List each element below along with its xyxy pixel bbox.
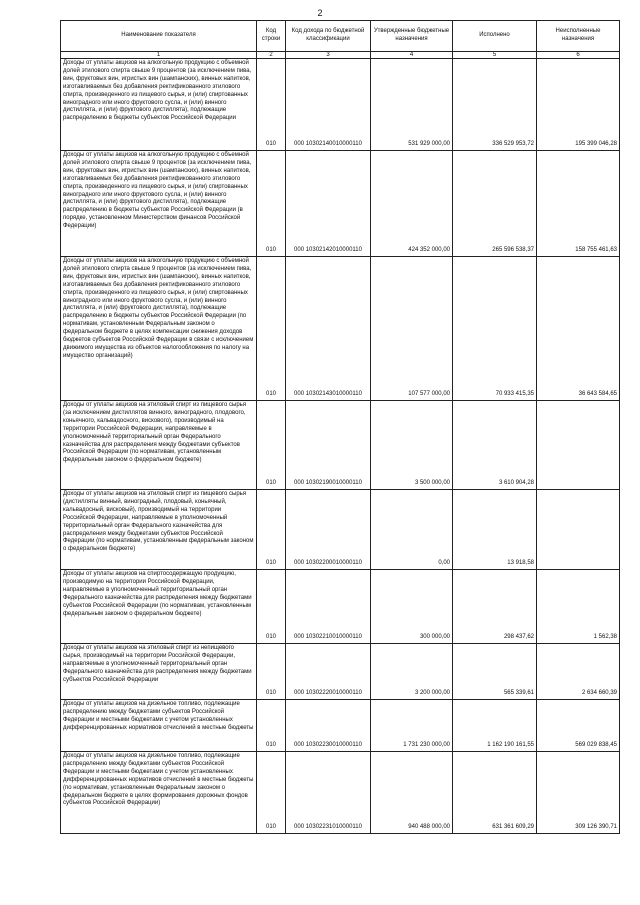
row-approved: 531 929 000,00 xyxy=(371,59,453,151)
row-executed: 1 162 190 161,55 xyxy=(453,700,537,752)
row-income-code: 000 10302220010000110 xyxy=(286,644,371,700)
row-name: Доходы от уплаты акцизов на дизельное топливо, подлежащие распределению между бюджетами субъектов Российской Федерации и местными бюджетами с учетом установленных дифференцированных нормативов отчислений в местные бюджеты xyxy=(61,700,257,752)
table-row xyxy=(61,401,620,490)
row-executed: 298 437,62 xyxy=(453,570,537,644)
row-income-code: 000 10302230010000110 xyxy=(286,700,371,752)
row-executed: 70 933 415,35 xyxy=(453,257,537,401)
row-income-code: 000 10302143010000110 xyxy=(286,257,371,401)
row-approved: 0,00 xyxy=(371,490,453,570)
row-income-code: 000 10302142010000110 xyxy=(286,151,371,257)
header-executed: Исполнено xyxy=(453,21,537,52)
column-index: 2 xyxy=(257,52,286,59)
budget-revenue-table xyxy=(60,20,620,834)
row-approved: 940 488 000,00 xyxy=(371,752,453,834)
row-line-code: 010 xyxy=(257,59,286,151)
row-line-code: 010 xyxy=(257,490,286,570)
row-unexecuted: 2 634 660,39 xyxy=(537,644,620,700)
row-line-code: 010 xyxy=(257,570,286,644)
row-name: Доходы от уплаты акцизов на этиловый спирт из пищевого сырья (за исключением дистиллятов винного, виноградного, плодового, коньячного, кальвадосного, вискового), производимый на территории Российской Федерации, направляемые в уполномоченный территориальный орган Федерального казначейства для распределения между бюджетами субъектов Российской Федерации (по нормативам, установленным федеральным законом о федеральном бюджете) xyxy=(61,401,257,490)
table-row xyxy=(61,257,620,401)
row-name: Доходы от уплаты акцизов на спиртосодержащую продукцию, производимую на территории Российской Федерации, направляемые в уполномоченный территориальный орган Федерального казначейства для распределения между бюджетами субъектов Российской Федерации (по нормативам, установленным федеральным законом о федеральном бюджете) xyxy=(61,570,257,644)
row-unexecuted xyxy=(537,401,620,490)
row-executed: 631 361 609,29 xyxy=(453,752,537,834)
table-header-row xyxy=(61,21,620,52)
row-name: Доходы от уплаты акцизов на этиловый спирт из пищевого сырья (дистилляты винный, виноградный, плодовый, коньячный, кальвадосный, висковый), производимый на территории Российской Федерации, направляемые в уполномоченный территориальный орган Федерального казначейства для распределения между бюджетами субъектов Российской Федерации (по нормативам, установленным федеральным законом о федеральном бюджете) xyxy=(61,490,257,570)
row-line-code: 010 xyxy=(257,752,286,834)
row-income-code: 000 10302200010000110 xyxy=(286,490,371,570)
column-index-row xyxy=(61,52,620,59)
row-income-code: 000 10302190010000110 xyxy=(286,401,371,490)
row-executed: 265 596 538,37 xyxy=(453,151,537,257)
column-index: 6 xyxy=(537,52,620,59)
row-unexecuted: 36 643 584,65 xyxy=(537,257,620,401)
row-unexecuted xyxy=(537,490,620,570)
row-income-code: 000 10302210010000110 xyxy=(286,570,371,644)
column-index: 3 xyxy=(286,52,371,59)
row-executed: 3 610 904,28 xyxy=(453,401,537,490)
row-approved: 1 731 230 000,00 xyxy=(371,700,453,752)
page-number: 2 xyxy=(317,8,323,18)
column-index: 1 xyxy=(61,52,257,59)
table-row xyxy=(61,151,620,257)
column-index: 5 xyxy=(453,52,537,59)
row-name: Доходы от уплаты акцизов на алкогольную продукцию с объемной долей этилового спирта свыше 9 процентов (за исключением пива, вин, фруктовых вин, игристых вин (шампанских), винных напитков, изготавливаемых без добавления ректификованного этилового спирта, произведенного из пищевого сырья, и (или) спиртованных виноградного или иного фруктового сусла, и (или) винного дистиллята, и (или) фруктового дистиллята), подлежащие распределению в бюджеты субъектов Российской Федерации xyxy=(61,59,257,151)
row-income-code: 000 10302231010000110 xyxy=(286,752,371,834)
table-row xyxy=(61,570,620,644)
table-row xyxy=(61,490,620,570)
row-line-code: 010 xyxy=(257,700,286,752)
row-line-code: 010 xyxy=(257,644,286,700)
column-index: 4 xyxy=(371,52,453,59)
table-row xyxy=(61,752,620,834)
row-approved: 3 500 000,00 xyxy=(371,401,453,490)
row-income-code: 000 10302140010000110 xyxy=(286,59,371,151)
row-unexecuted: 1 562,38 xyxy=(537,570,620,644)
header-unexecuted: Неисполненные назначения xyxy=(537,21,620,52)
row-approved: 107 577 000,00 xyxy=(371,257,453,401)
row-name: Доходы от уплаты акцизов на дизельное топливо, подлежащие распределению между бюджетами субъектов Российской Федерации и местными бюджетами с учетом установленных дифференцированных нормативов отчислений в местные бюджеты (по нормативам, установленным Федеральным законом о федеральном бюджете в целях формирования дорожных фондов субъектов Российской Федерации) xyxy=(61,752,257,834)
row-unexecuted: 569 029 838,45 xyxy=(537,700,620,752)
row-name: Доходы от уплаты акцизов на этиловый спирт из непищевого сырья, производимый на территории Российской Федерации, направляемые в уполномоченный территориальный орган Федерального казначейства для распределения между бюджетами субъектов Российской Федерации xyxy=(61,644,257,700)
header-approved: Утвержденные бюджетные назначения xyxy=(371,21,453,52)
row-name: Доходы от уплаты акцизов на алкогольную продукцию с объемной долей этилового спирта свыше 9 процентов (за исключением пива, вин, фруктовых вин, игристых вин (шампанских), винных напитков, изготавливаемых без добавления ректификованного этилового спирта, произведенного из пищевого сырья, и (или) спиртованных виноградного или иного фруктового сусла, и (или) винного дистиллята, и (или) фруктового дистиллята), подлежащие распределению в бюджеты субъектов Российской Федерации (по нормативам, установленным Федеральным законом о федеральном бюджете в целях компенсации снижения доходов бюджетов субъектов Российской Федерации в связи с исключением движимого имущества из объектов налогообложения по налогу на имущество организаций) xyxy=(61,257,257,401)
row-executed: 13 918,58 xyxy=(453,490,537,570)
row-unexecuted: 195 399 046,28 xyxy=(537,59,620,151)
row-line-code: 010 xyxy=(257,401,286,490)
table-row xyxy=(61,644,620,700)
row-unexecuted: 158 755 461,63 xyxy=(537,151,620,257)
row-approved: 3 200 000,00 xyxy=(371,644,453,700)
row-executed: 565 339,61 xyxy=(453,644,537,700)
row-approved: 300 000,00 xyxy=(371,570,453,644)
row-executed: 336 529 953,72 xyxy=(453,59,537,151)
header-name: Наименование показателя xyxy=(61,21,257,52)
row-approved: 424 352 000,00 xyxy=(371,151,453,257)
row-unexecuted: 309 126 390,71 xyxy=(537,752,620,834)
table-row xyxy=(61,59,620,151)
row-name: Доходы от уплаты акцизов на алкогольную продукцию с объемной долей этилового спирта свыше 9 процентов (за исключением пива, вин, фруктовых вин, игристых вин (шампанских), винных напитков, изготавливаемых без добавления ректификованного этилового спирта, произведенного из пищевого сырья, и (или) спиртованных виноградного или иного фруктового сусла, и (или) винного дистиллята, и (или) фруктового дистиллята), подлежащие распределению в бюджеты субъектов Российской Федерации (в порядке, установленном Министерством финансов Российской Федерации) xyxy=(61,151,257,257)
table-row xyxy=(61,700,620,752)
row-line-code: 010 xyxy=(257,257,286,401)
header-line-code: Код строки xyxy=(257,21,286,52)
header-income-code: Код дохода по бюджетной классификации xyxy=(286,21,371,52)
row-line-code: 010 xyxy=(257,151,286,257)
